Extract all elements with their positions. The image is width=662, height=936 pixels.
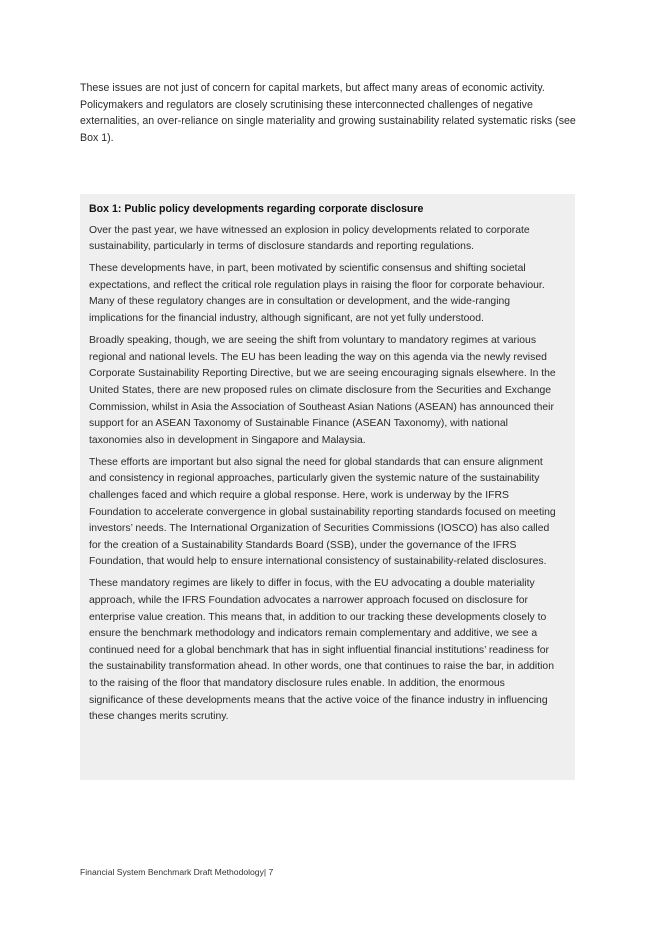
- intro-paragraph: These issues are not just of concern for capital markets, but affect many areas of economic activity. Policymakers and regulators are closely scrutinising these interconnected challenges of negative externalities, an over-reliance on single materiality and growing sustainability related systematic risks (see Box 1).: [80, 82, 576, 145]
- footer-separator: |: [263, 867, 267, 877]
- page-footer: [80, 867, 273, 877]
- box-paragraph: These mandatory regimes are likely to differ in focus, with the EU advocating a double materiality approach, while the IFRS Foundation advocates a narrower approach focused on disclosure for enterprise value creation. This means that, in addition to our tracking these developments closely to ensure the benchmark methodology and indicators remain complementary and additive, we see a continued need for a global benchmark that has in sight influential financial institutions’ readiness for the sustainability transformation ahead. In other words, one that continues to raise the bar, in addition to the raising of the floor that mandatory disclosure rules enable. In addition, the enormous significance of these developments means that the active voice of the finance industry in influencing these changes merits scrutiny.: [89, 578, 554, 723]
- box-paragraph: These developments have, in part, been motivated by scientific consensus and shifting societal expectations, and reflect the critical role regulation plays in raising the floor for corporate behaviour. Many of these regulatory changes are in consultation or development, and the wide-ranging implications for the financial industry, although significant, are not yet fully understood.: [89, 263, 545, 325]
- page-number: 7: [268, 867, 274, 877]
- box-title: Box 1: Public policy developments regarding corporate disclosure: [89, 203, 424, 215]
- policy-box: [80, 194, 575, 780]
- box-paragraph: These efforts are important but also signal the need for global standards that can ensure alignment and consistency in regional approaches, particularly given the systemic nature of the sustainability challenges faced and which require a global response. Here, work is underway by the IFRS Foundation to accelerate convergence in global sustainability reporting standards focused on meeting investors’ needs. The International Organization of Securities Commissions (IOSCO) has also called for the creation of a Sustainability Standards Board (SSB), under the governance of the IFRS Foundation, that would help to ensure international consistency of sustainability-related disclosures.: [89, 456, 556, 568]
- footer-title: Financial System Benchmark Draft Methodology: [80, 867, 264, 877]
- box-paragraph: Broadly speaking, though, we are seeing the shift from voluntary to mandatory regimes at various regional and national levels. The EU has been leading the way on this agenda via the newly revised Corporate Sustainability Reporting Directive, but we are seeing encouraging signals elsewhere. In the United States, there are new proposed rules on climate disclosure from the Securities and Exchange Commission, whilst in Asia the Association of Southeast Asian Nations (ASEAN) has announced their support for an ASEAN Taxonomy of Sustainable Finance (ASEAN Taxonomy), with national taxonomies also in development in Singapore and Malaysia.: [89, 335, 556, 446]
- box-paragraph: Over the past year, we have witnessed an explosion in policy developments related to corporate sustainability, particularly in terms of disclosure standards and reporting regulations.: [89, 224, 530, 253]
